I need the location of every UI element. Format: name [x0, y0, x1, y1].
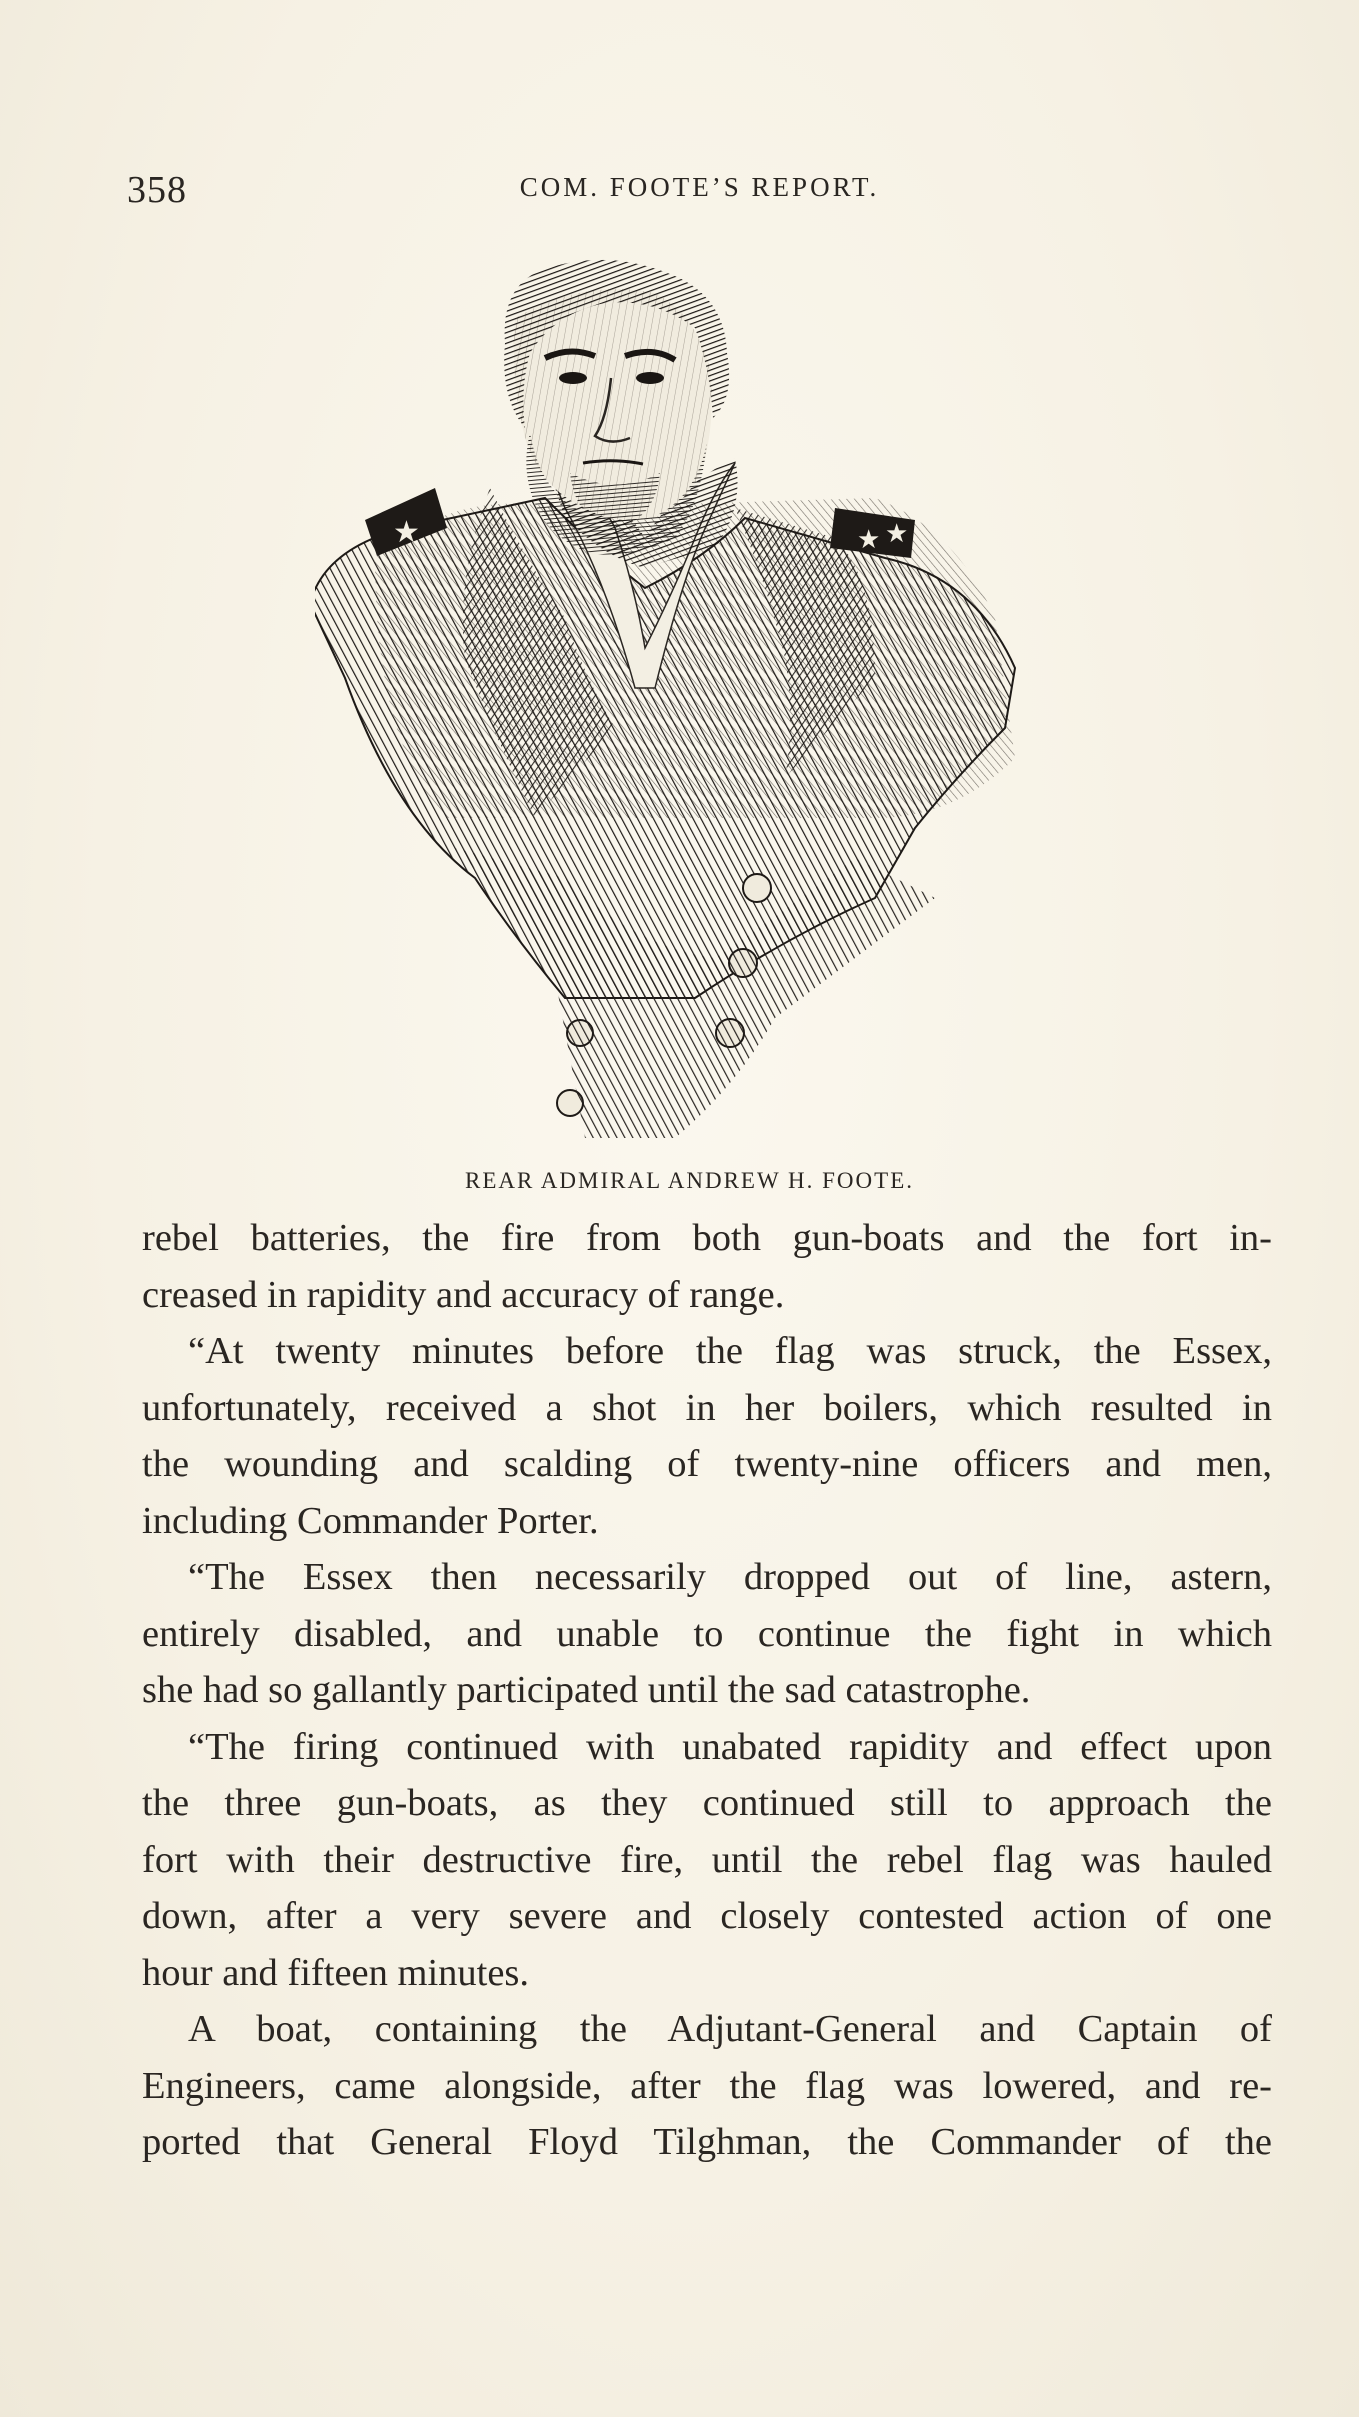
text-line: “The Essex then necessarily dropped out of line, astern,: [188, 1556, 1272, 1598]
paragraph-3: [142, 1549, 1272, 1719]
text-line: including Commander Porter.: [142, 1499, 599, 1542]
text-line: fort with their destructive fire, until the rebel flag was hauled: [142, 1838, 1272, 1881]
text-line: hour and fifteen minutes.: [142, 1951, 530, 1994]
text-line: A boat, containing the Adjutant-General and Captain of: [188, 2008, 1272, 2050]
paragraph-4: [142, 1719, 1272, 2002]
text-line: entirely disabled, and unable to continue the fight in which: [142, 1612, 1272, 1655]
paragraph-1: [142, 1210, 1272, 1323]
running-head: COM. FOOTE’S REPORT.: [519, 172, 880, 202]
text-line: down, after a very severe and closely contested action of one: [142, 1895, 1272, 1937]
eye-left: [559, 372, 587, 384]
page-number: 358: [127, 169, 187, 211]
eye-right: [636, 372, 664, 384]
svg-text:★: ★: [393, 515, 420, 550]
text-line: “At twenty minutes before the flag was struck, the Essex,: [188, 1330, 1272, 1372]
text-line: rebel batteries, the fire from both gun-boats and the fort in-: [142, 1217, 1272, 1259]
paragraph-2: [142, 1323, 1272, 1549]
text-line: ported that General Floyd Tilghman, the Commander of the: [142, 2121, 1272, 2163]
text-line: she had so gallantly participated until the sad catastrophe.: [142, 1669, 1031, 1711]
figure-caption: REAR ADMIRAL ANDREW H. FOOTE.: [464, 1168, 914, 1193]
svg-text:★: ★: [885, 519, 909, 549]
text-line: creased in rapidity and accuracy of range.: [142, 1273, 785, 1316]
text-line: the three gun-boats, as they continued still to approach the: [142, 1782, 1272, 1824]
svg-text:★: ★: [857, 525, 881, 555]
text-line: the wounding and scalding of twenty-nine officers and men,: [142, 1443, 1272, 1485]
text-line: “The firing continued with unabated rapidity and effect upon: [188, 1725, 1272, 1768]
portrait-engraving: [315, 258, 1075, 1148]
text-line: unfortunately, received a shot in her boilers, which resulted in: [142, 1386, 1272, 1429]
paragraph-5: [142, 2001, 1272, 2171]
text-line: Engineers, came alongside, after the flag was lowered, and re-: [142, 2064, 1272, 2107]
body-text: [142, 1210, 1272, 2171]
